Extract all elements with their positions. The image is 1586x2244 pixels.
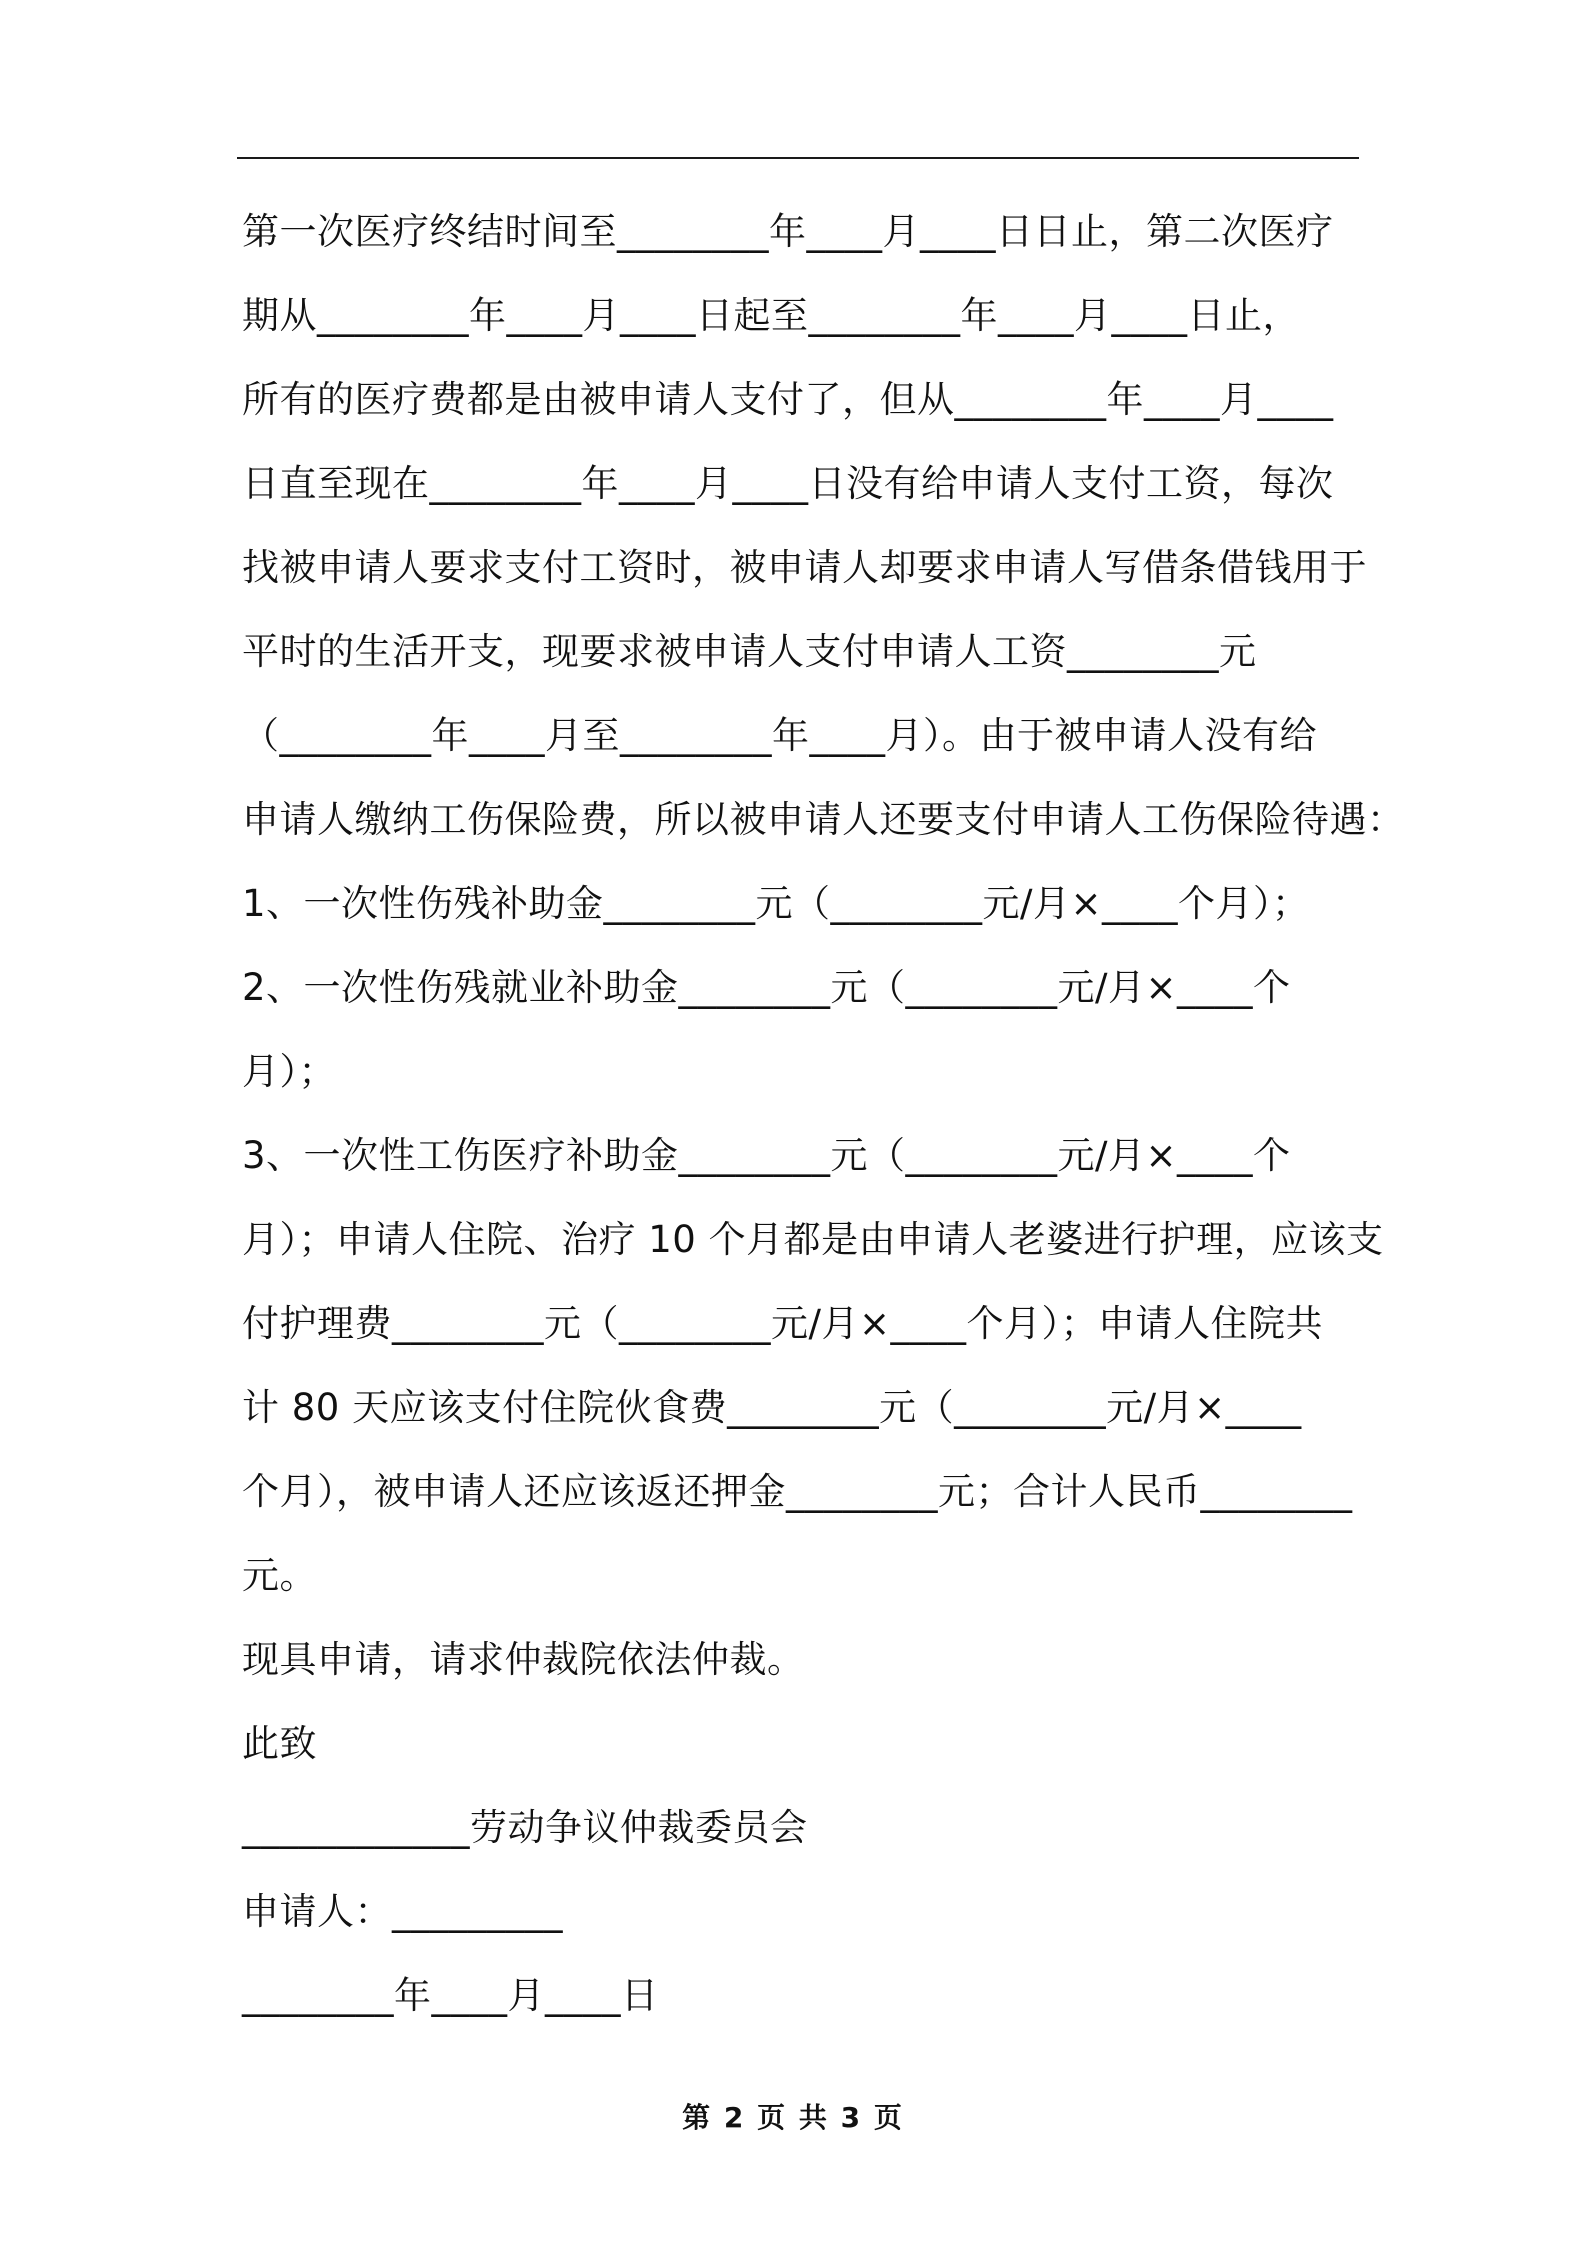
text-line: 月）； <box>242 1050 336 1093</box>
text-line: 日直至现在________年____月____日没有给申请人支付工资，每次 <box>242 462 1334 505</box>
text-line: 月）；申请人住院、治疗 10 个月都是由申请人老婆进行护理，应该支 <box>242 1218 1384 1261</box>
text-line: 元。 <box>242 1554 317 1597</box>
text-line: 个月），被申请人还应该返还押金________元；合计人民币________ <box>242 1470 1353 1513</box>
text-line: 第一次医疗终结时间至________年____月____日日止，第二次医疗 <box>242 210 1334 253</box>
document-body <box>242 200 1405 2048</box>
text-line: 此致 <box>242 1722 317 1765</box>
text-line: 3、一次性工伤医疗补助金________元（________元/月×____个 <box>242 1134 1291 1177</box>
page-number-footer: 第 2 页 共 3 页 <box>682 2101 904 2134</box>
text-line: 平时的生活开支，现要求被申请人支付申请人工资________元 <box>242 630 1257 673</box>
text-line: ____________劳动争议仲裁委员会 <box>242 1806 808 1849</box>
text-line: 期从________年____月____日起至________年____月____日止， <box>242 294 1300 337</box>
text-line: 计 80 天应该支付住院伙食费________元（________元/月×____ <box>242 1386 1302 1429</box>
text-line: （________年____月至________年____月）。由于被申请人没有给 <box>242 714 1317 757</box>
text-line: 现具申请，请求仲裁院依法仲裁。 <box>242 1638 805 1681</box>
text-line: 2、一次性伤残就业补助金________元（________元/月×____个 <box>242 966 1291 1009</box>
text-line: 找被申请人要求支付工资时，被申请人却要求申请人写借条借钱用于 <box>242 546 1367 589</box>
text-line: 申请人缴纳工伤保险费，所以被申请人还要支付申请人工伤保险待遇： <box>242 798 1405 841</box>
text-line: 付护理费________元（________元/月×____个月）；申请人住院共 <box>242 1302 1323 1345</box>
text-line: 所有的医疗费都是由被申请人支付了，但从________年____月____ <box>242 378 1334 421</box>
header-rule <box>237 157 1359 159</box>
text-line: 申请人：_________ <box>242 1890 563 1933</box>
text-line: 1、一次性伤残补助金________元（________元/月×____个月）； <box>242 882 1310 925</box>
text-line: ________年____月____日 <box>242 1974 659 2017</box>
